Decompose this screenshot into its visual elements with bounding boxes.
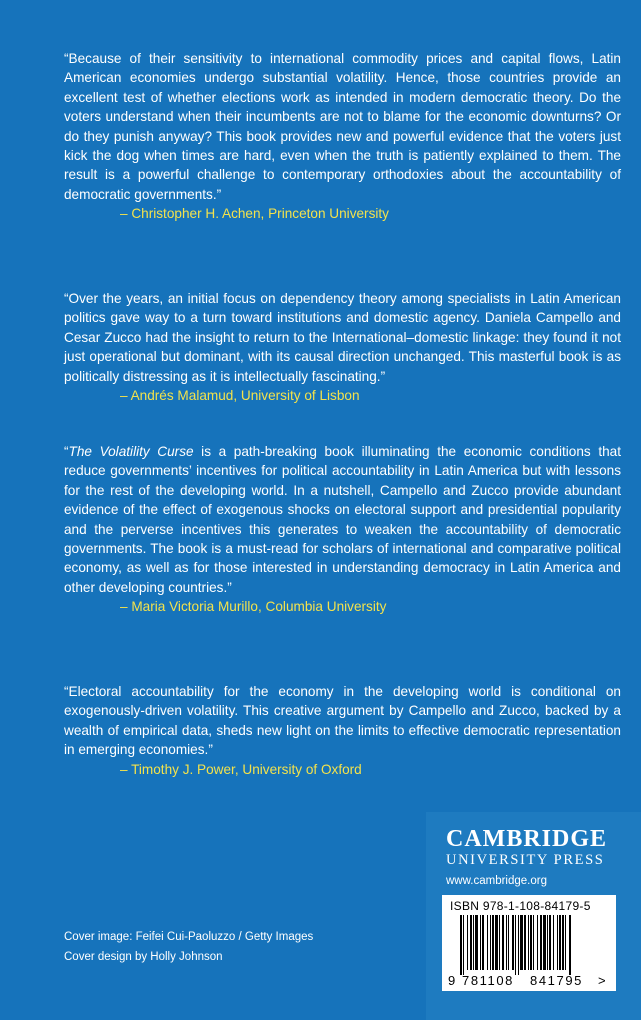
- barcode-bar: [475, 915, 478, 970]
- quote-text: “Electoral accountability for the economy in the developing world is conditional on exogenously-driven volatility. This creative argument by Campello and Zucco, backed by a wealth of empirical data, sheds new light on the limits to effective democratic representation in emerging economies.”: [64, 684, 621, 758]
- quote-open-mark: “: [64, 444, 69, 459]
- barcode-bar: [467, 915, 468, 970]
- endorsement-quote-power: [64, 682, 621, 779]
- barcode-bar: [559, 915, 561, 970]
- barcode-bar: [520, 915, 523, 970]
- barcode-bar: [565, 915, 566, 970]
- barcode-bar: [460, 915, 462, 975]
- publisher-subtitle: UNIVERSITY PRESS: [446, 852, 605, 868]
- barcode-bar: [499, 915, 500, 970]
- barcode-bar: [487, 915, 488, 970]
- barcode-digit-first: 9: [448, 973, 456, 987]
- barcode-bar: [537, 915, 538, 970]
- barcode-bar: [508, 915, 509, 970]
- quote-text-rest: is a path-breaking book illuminating the economic conditions that reduce governments’ incentives for political accountability in Latin America but with lessons for the rest of the developing world. In a nutshell, Campello and Zucco provide abundant evidence of the effect of exogenous shocks on electoral support and presidential popularity and the perverse incentives this generates to weaken the accountability of democratic governments. The book is a must-read for scholars of international and comparative political economy, as well as for those interested in understanding democracy in Latin America and other developing countries.”: [64, 444, 621, 595]
- barcode-bar: [557, 915, 558, 970]
- barcode-bar: [473, 915, 474, 970]
- endorsement-quote-malamud: [64, 289, 621, 405]
- endorsement-quote-murillo: [64, 442, 621, 617]
- barcode-digits-group2: 841795: [530, 973, 583, 987]
- barcode-bar: [512, 915, 514, 970]
- barcode-end-mark: >: [598, 973, 606, 987]
- quote-attribution: – Christopher H. Achen, Princeton University: [120, 206, 389, 222]
- barcode-bar: [530, 915, 532, 970]
- cover-design-credit: Cover design by Holly Johnson: [64, 951, 223, 963]
- barcode: [442, 895, 616, 991]
- barcode-digits-group1: 781108: [462, 973, 515, 987]
- isbn-label: ISBN 978-1-108-84179-5: [450, 899, 591, 913]
- quote-text: “Because of their sensitivity to international commodity prices and capital flows, Latin American economies undergo substantial volatility. Hence, those countries provide an excellent test of whether elections work as intended in modern democratic theory. Do the voters understand when their incumbents are not to blame for the economic downturns? Or do they punish anyway? This book provides new and powerful evidence that the voters just kick the dog when times are hard, even when the truth is patiently explained to them. The result is a powerful challenge to contemporary orthodoxies about the accountability of democratic governments.”: [64, 51, 621, 202]
- barcode-bar: [549, 915, 551, 970]
- barcode-bar: [492, 915, 494, 970]
- barcode-bar: [562, 915, 564, 970]
- barcode-bar: [524, 915, 526, 970]
- barcode-bar: [482, 915, 484, 970]
- quote-text: “Over the years, an initial focus on dependency theory among specialists in Latin American politics gave way to a turn toward institutions and domestic agency. Daniela Campello and Cesar Zucco had the insight to return to the International–domestic linkage: they found it not just operational but dominant, with its causal direction unchanged. This masterful book is as politically distressing as it is intellectually fascinating.”: [64, 291, 621, 384]
- barcode-bar: [569, 915, 571, 975]
- barcode-bar: [506, 915, 507, 970]
- quote-attribution: – Timothy J. Power, University of Oxford: [120, 761, 362, 777]
- barcode-bar: [463, 915, 464, 975]
- barcode-bar: [515, 915, 516, 975]
- barcode-bar: [553, 915, 554, 970]
- publisher-url: www.cambridge.org: [446, 875, 547, 887]
- barcode-bar: [495, 915, 498, 970]
- barcode-bar: [490, 915, 491, 970]
- barcode-bar: [518, 915, 519, 975]
- barcode-graphic: [448, 915, 610, 987]
- barcode-bar: [533, 915, 534, 970]
- cover-image-credit: Cover image: Feifei Cui-Paoluzzo / Getty Images: [64, 931, 314, 943]
- quote-attribution: – Maria Victoria Murillo, Columbia University: [120, 599, 387, 615]
- barcode-bar: [502, 915, 504, 970]
- quote-attribution: – Andrés Malamud, University of Lisbon: [120, 388, 360, 404]
- quote-text: [64, 442, 621, 597]
- barcode-bar: [470, 915, 472, 970]
- barcode-bar: [528, 915, 529, 970]
- endorsement-quote-achen: [64, 49, 621, 224]
- barcode-bar: [480, 915, 481, 970]
- publisher-name: CAMBRIDGE: [446, 826, 608, 852]
- barcode-bar: [543, 915, 546, 970]
- book-title: The Volatility Curse: [68, 444, 194, 459]
- barcode-bar: [540, 915, 542, 970]
- barcode-bar: [547, 915, 548, 970]
